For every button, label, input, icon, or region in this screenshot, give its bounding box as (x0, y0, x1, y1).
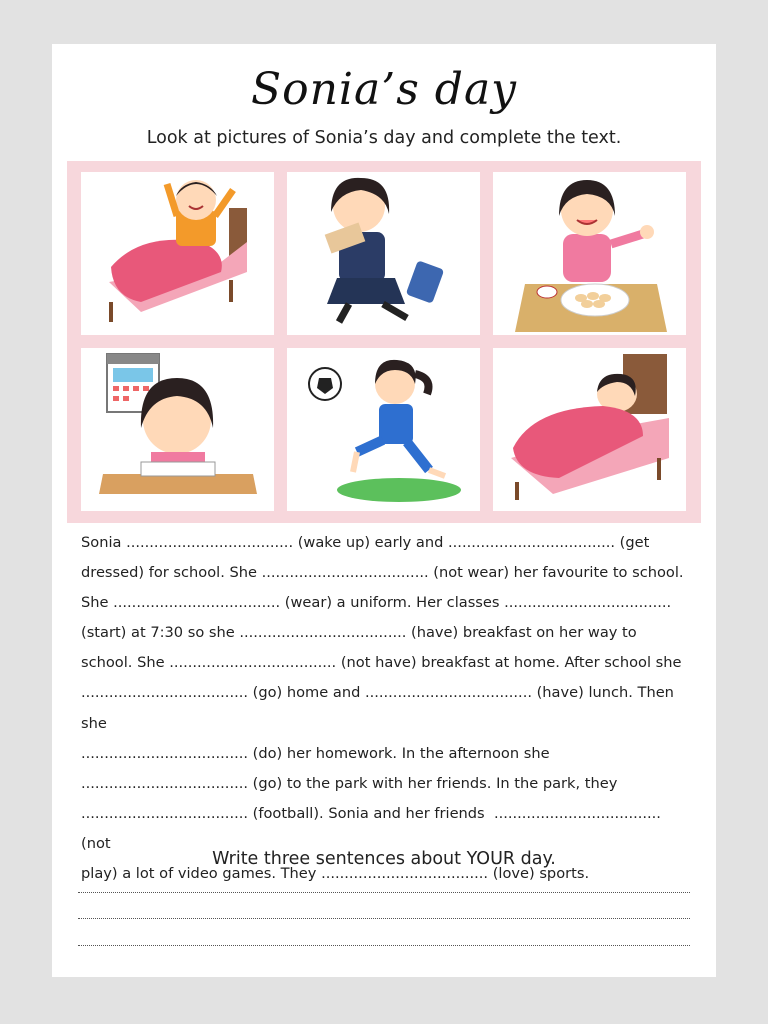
text-line (81, 739, 691, 769)
text-line-content: dressed) for school. She .................................... (not wear) her favourite to school. (81, 564, 684, 582)
answer-line[interactable] (78, 918, 690, 919)
text-line-content: .................................... (football). Sonia and her friends .................................... (not (81, 804, 666, 852)
picture-homework (81, 348, 274, 511)
picture-football (287, 348, 480, 511)
picture-going-to-school (287, 172, 480, 335)
worksheet-page (52, 44, 716, 977)
text-line-content: Sonia .................................... (wake up) early and .................................... (get (81, 534, 650, 551)
answer-line[interactable] (78, 892, 690, 893)
text-line-content: school. She .................................... (not have) breakfast at home. After school she (81, 654, 682, 672)
text-line-content: .................................... (go) to the park with her friends. In the park, they (81, 774, 618, 792)
picture-going-to-bed (493, 348, 686, 511)
text-line-content: play) a lot of video games. They .................................... (love) sports. (81, 865, 590, 883)
text-line (81, 588, 691, 618)
text-line-content: (start) at 7:30 so she .................................... (have) breakfast on her way to (81, 624, 637, 642)
worksheet-instruction: Look at pictures of Sonia’s day and complete the text. (146, 128, 622, 148)
text-line (81, 528, 691, 558)
answer-line[interactable] (78, 945, 690, 946)
picture-grid (67, 161, 701, 523)
picture-eating-lunch (493, 172, 686, 335)
text-line (81, 618, 691, 648)
writing-prompt: Write three sentences about YOUR day. (212, 849, 556, 869)
worksheet-title: Sonia’s day (250, 64, 518, 115)
text-line (81, 558, 691, 588)
text-line-content: .................................... (do) her homework. In the afternoon she (81, 744, 550, 762)
text-line (81, 678, 691, 738)
text-line (81, 769, 691, 799)
gap-fill-text (81, 528, 691, 889)
picture-wake-up (81, 172, 274, 335)
text-line-content: .................................... (go) home and .................................... (have) lunch. Then she (81, 684, 679, 732)
text-line-content: She .................................... (wear) a uniform. Her classes .................................... (81, 594, 672, 612)
text-line (81, 648, 691, 678)
